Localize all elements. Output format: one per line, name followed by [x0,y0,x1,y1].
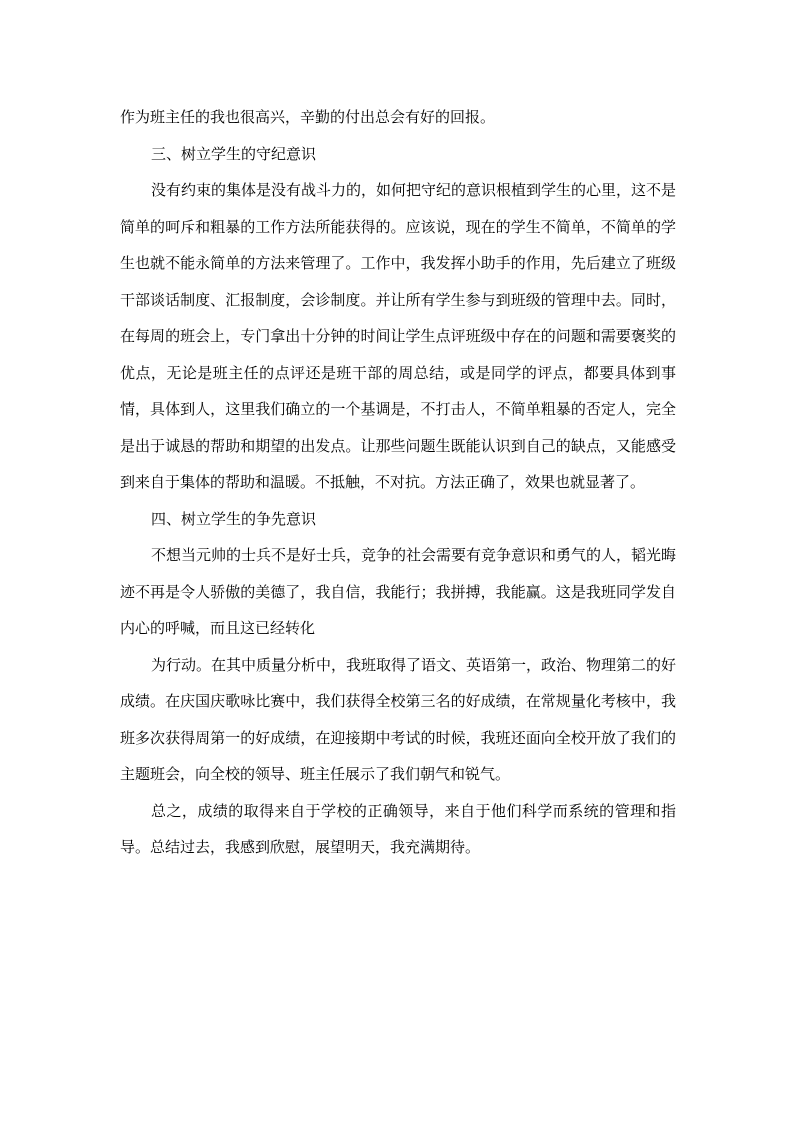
section-heading-4: 四、树立学生的争先意识 [151,509,317,528]
paragraph-discipline: 没有约束的集体是没有战斗力的，如何把守纪的意识根植到学生的心里，这不是简单的呵斥和粗暴的工作方法所能获得的。应该说，现在的学生不简单，不简单的学生也就不能永简单的方法来管理了。工作中，我发挥小助手的作用，先后建立了班级干部谈话制度、汇报制度，会诊制度。并让所有学生参与到班级的管理中去。同时，在每周的班会上，专门拿出十分钟的时间让学生点评班级中存在的问题和需要褒奖的优点，无论是班主任的点评还是班干部的周总结，或是同学的评点，都要具体到事情，具体到人，这里我们确立的一个基调是，不打击人，不简单粗暴的否定人，完全是出于诚恳的帮助和期望的出发点。让那些问题生既能认识到自己的缺点，又能感受到来自于集体的帮助和温暖。不抵触，不对抗。方法正确了，效果也就显著了。 [120,181,677,491]
paragraph-conclusion: 总之，成绩的取得来自于学校的正确领导，来自于他们科学而系统的管理和指导。总结过去，我感到欣慰，展望明天，我充满期待。 [120,801,676,856]
paragraph-achievements: 为行动。在其中质量分析中，我班取得了语文、英语第一，政治、物理第二的好成绩。在庆国庆歌咏比赛中，我们获得全校第三名的好成绩，在常规量化考核中，我班多次获得周第一的好成绩，在迎接期中考试的时候，我班还面向全校开放了我们的主题班会，向全校的领导、班主任展示了我们朝气和锐气。 [120,655,677,783]
paragraph-competition: 不想当元帅的士兵不是好士兵，竞争的社会需要有竞争意识和勇气的人，韬光晦迹不再是令人骄傲的美德了，我自信，我能行；我拼搏，我能赢。这是我班同学发自内心的呼喊，而且这已经转化 [120,546,677,637]
document-body [120,99,676,866]
section-heading-3: 三、树立学生的守纪意识 [151,144,317,163]
paragraph-continuation: 作为班主任的我也很高兴，辛勤的付出总会有好的回报。 [120,108,496,126]
